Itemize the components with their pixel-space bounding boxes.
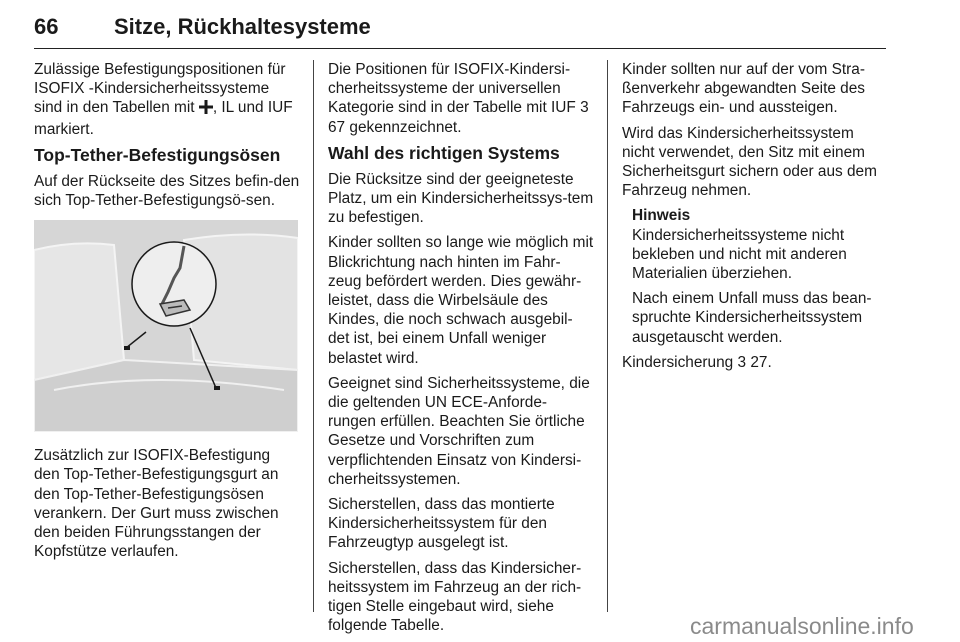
paragraph: Zulässige Befestigungspositionen für ISOFIX -Kindersicherheitssysteme sind in den Tabellen mit , IL und IUF markiert.	[34, 61, 293, 138]
paragraph: Kindersicherheitssysteme nicht bekleben und nicht mit anderen Materialien überziehen.	[632, 226, 847, 283]
page-number: 66	[34, 14, 59, 39]
paragraph: Wird das Kindersicherheitssystem nicht verwendet, den Sitz mit einem Sicherheitsgurt sichern oder aus dem Fahrzeug nehmen.	[622, 124, 877, 200]
paragraph: Sicherstellen, dass das Kindersicher-heitssystem im Fahrzeug an der rich-tigen Stelle eingebaut wird, siehe folgende Tabelle.	[328, 559, 582, 635]
column-divider	[607, 60, 608, 612]
reference-arrow-icon: 3	[580, 99, 589, 117]
paragraph: Auf der Rückseite des Sitzes befin-den sich Top-Tether-Befestigungsö-sen.	[34, 172, 300, 210]
column-divider	[313, 60, 314, 612]
plus-icon	[199, 100, 213, 119]
paragraph: Nach einem Unfall muss das bean-spruchte Kindersicherheitssystem ausgetauscht werden.	[632, 290, 872, 346]
page-header	[34, 8, 886, 49]
column-1	[34, 60, 300, 567]
paragraph: Zusätzlich zur ISOFIX-Befestigung den Top-Tether-Befestigungsgurt an den Top-Tether-Befestigungsösen verankern. Der Gurt muss zwischen den beiden Führungsstangen der Kopfstütze verlaufen.	[34, 447, 279, 561]
hint-title: Hinweis	[632, 207, 691, 225]
paragraph: Geeignet sind Sicherheitssysteme, die die geltenden UN ECE-Anforde-rungen erfüllen. Beachten Sie örtliche Gesetze und Vorschriften zum verpflichtenden Einsatz von Kindersi-cherheitssystemen.	[328, 374, 590, 488]
paragraph: Kinder sollten so lange wie möglich mit Blickrichtung nach hinten im Fahr-zeug befördert werden. Dies gewähr-leistet, dass die Wirbelsäule des Kindes, die noch schwach ausgebil-det ist, bei einem Unfall weniger belastet wird.	[328, 234, 594, 367]
column-3	[622, 60, 890, 378]
watermark: carmanualsonline.info	[690, 613, 914, 639]
paragraph: Die Rücksitze sind der geeigneteste Platz, um ein Kindersicherheitssys-tem zu befestigen.	[328, 170, 594, 227]
reference-arrow-icon: 3	[737, 353, 747, 371]
hint-box	[622, 206, 890, 346]
chapter-title: Sitze, Rückhaltesysteme	[114, 14, 371, 39]
seat-tether-illustration	[34, 220, 298, 432]
paragraph: Kinder sollten nur auf der vom Stra-ßenverkehr abgewandten Seite des Fahrzeugs ein- und aussteigen.	[622, 61, 865, 117]
paragraph: Die Positionen für ISOFIX-Kindersi-cherheitssysteme der universellen Kategorie sind in der Tabelle mit IUF 3 67 gekennzeichnet.	[328, 61, 589, 136]
section-heading: Wahl des richtigen Systems	[328, 142, 560, 163]
column-2	[328, 60, 594, 641]
paragraph: Sicherstellen, dass das montierte Kindersicherheitssystem für den Fahrzeugtyp ausgelegt ist.	[328, 496, 555, 552]
section-heading: Top-Tether-Befestigungsösen	[34, 144, 281, 165]
paragraph: Kindersicherung 3 27.	[622, 353, 772, 371]
